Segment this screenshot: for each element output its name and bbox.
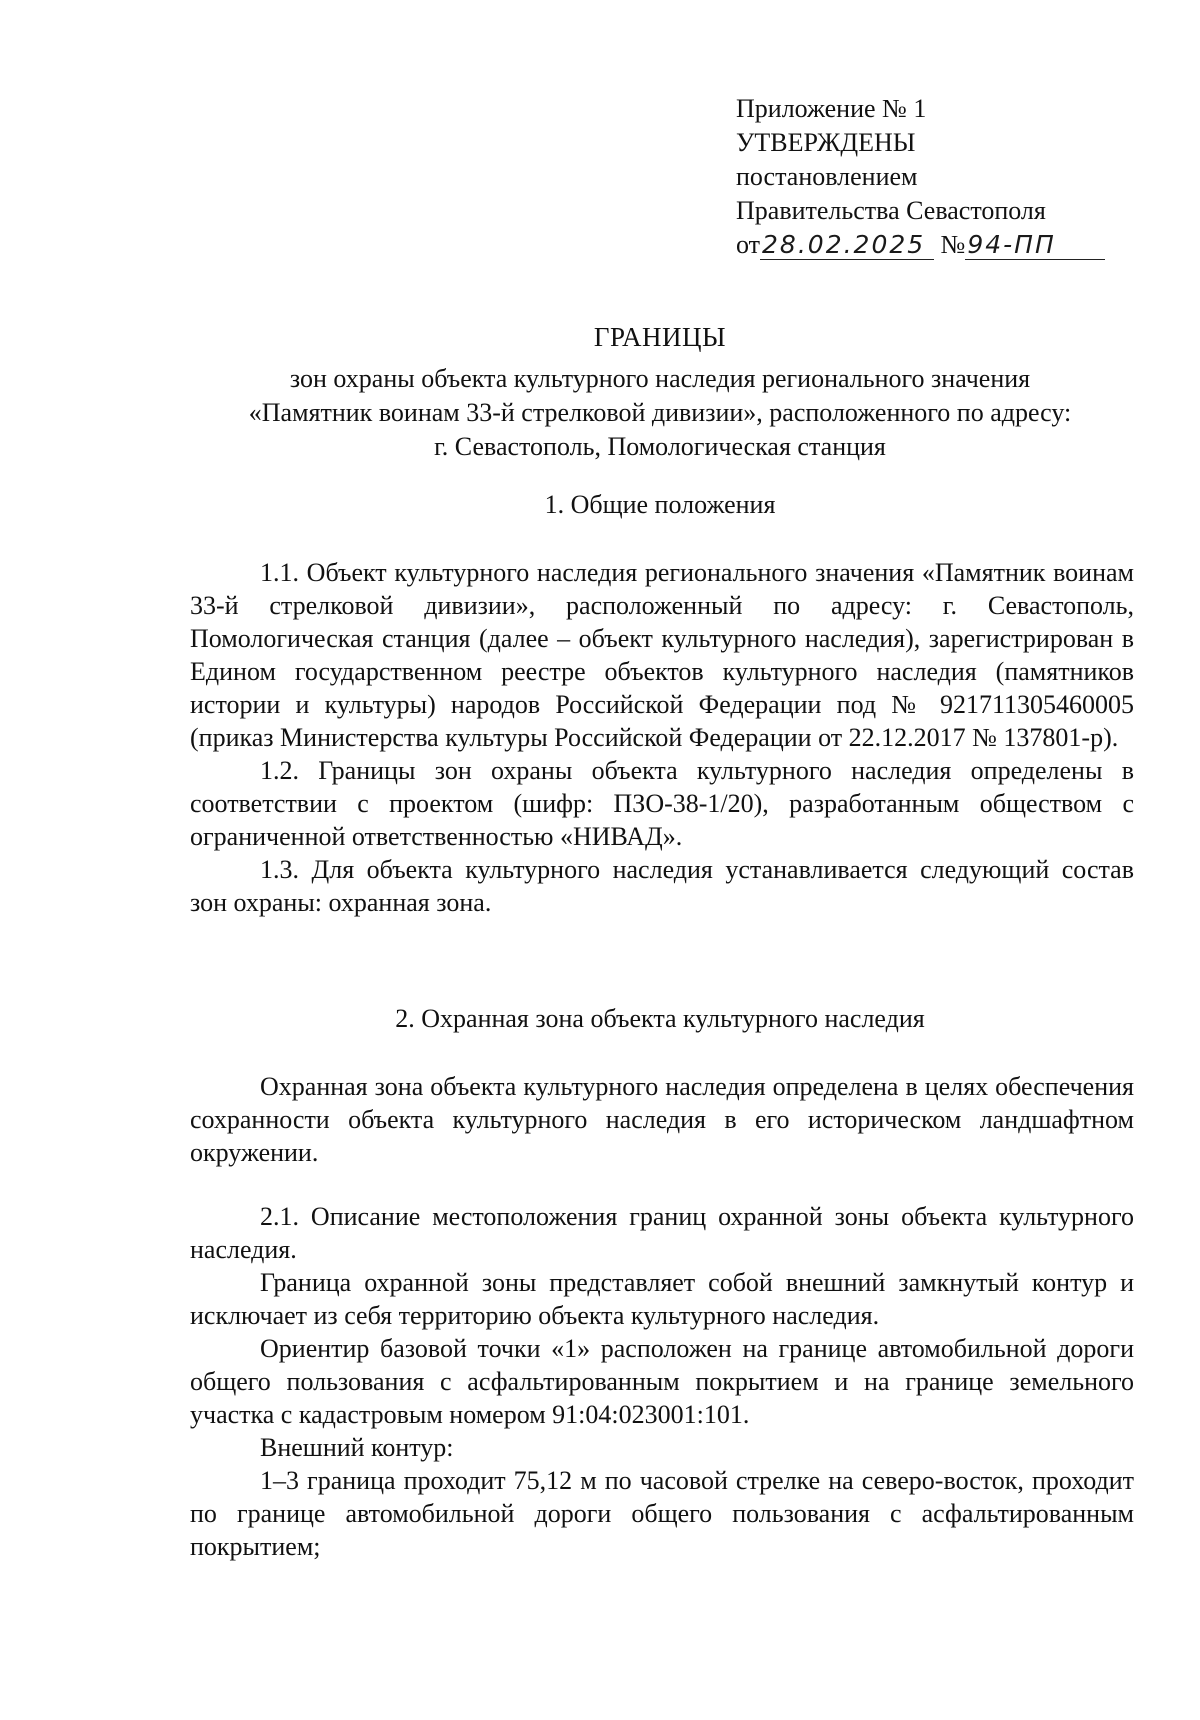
paragraph-1-2: 1.2. Границы зон охраны объекта культурного наследия определены в соответствии с проектом (шифр: ПЗО-38-1/20), разработанным обществом с ограниченной ответственностью «НИВАД». (190, 756, 1134, 851)
number-label: № (940, 230, 966, 259)
document-subtitle (190, 362, 1130, 464)
section-2-heading: 2. Охранная зона объекта культурного наследия (395, 1004, 925, 1033)
government-label: Правительства Севастополя (736, 196, 1046, 225)
subtitle-line: «Памятник воинам 33-й стрелковой дивизии», расположенного по адресу: (248, 398, 1072, 427)
paragraph-2-1: 2.1. Описание местоположения границ охранной зоны объекта культурного наследия. (190, 1202, 1134, 1264)
section-1-body (190, 556, 1134, 919)
document-title: ГРАНИЦЫ (593, 322, 727, 352)
handwritten-number: 94-ПП (967, 230, 1056, 259)
appendix-number: Приложение № 1 (736, 94, 927, 123)
subtitle-line: зон охраны объекта культурного наследия регионального значения (289, 364, 1031, 393)
paragraph-1-3: 1.3. Для объекта культурного наследия устанавливается следующий состав зон охраны: охранная зона. (190, 855, 1134, 917)
section-1-heading: 1. Общие положения (544, 490, 776, 519)
from-label: от (736, 230, 761, 259)
section-2-body (190, 1200, 1134, 1563)
paragraph-2-3: Ориентир базовой точки «1» расположен на границе автомобильной дороги общего пользования с асфальтированным покрытием и на границе земельного участка с кадастровым номером 91:04:023001:101. (190, 1334, 1134, 1429)
paragraph-2-intro: Охранная зона объекта культурного наследия определена в целях обеспечения сохранности объекта культурного наследия в его историческом ландшафтном окружении. (190, 1072, 1134, 1167)
number-field (965, 231, 1105, 260)
approved-label: УТВЕРЖДЕНЫ (736, 128, 916, 157)
handwritten-date: 28.02.2025 (762, 230, 926, 259)
subtitle-line: г. Севастополь, Помологическая станция (434, 432, 886, 461)
section-2-intro (190, 1070, 1134, 1169)
resolution-label: постановлением (736, 162, 918, 191)
approval-block (736, 92, 1105, 262)
date-field (760, 231, 934, 260)
date-number-line (736, 228, 1105, 262)
paragraph-2-5: 1–3 граница проходит 75,12 м по часовой стрелке на северо-восток, проходит по границе автомобильной дороги общего пользования с асфальтированным покрытием; (190, 1466, 1134, 1561)
paragraph-2-4: Внешний контур: (260, 1433, 454, 1462)
paragraph-2-2: Граница охранной зоны представляет собой внешний замкнутый контур и исключает из себя территорию объекта культурного наследия. (190, 1268, 1134, 1330)
paragraph-1-1: 1.1. Объект культурного наследия регионального значения «Памятник воинам 33-й стрелковой дивизии», расположенный по адресу: г. Севастополь, Помологическая станция (далее – объект культурного наследия), зарегистрирован в Едином государственном реестре объектов культурного наследия (памятников истории и культуры) народов Российской Федерации под № 921711305460005 (приказ Министерства культуры Российской Федерации от 22.12.2017 № 137801-р). (190, 558, 1134, 752)
